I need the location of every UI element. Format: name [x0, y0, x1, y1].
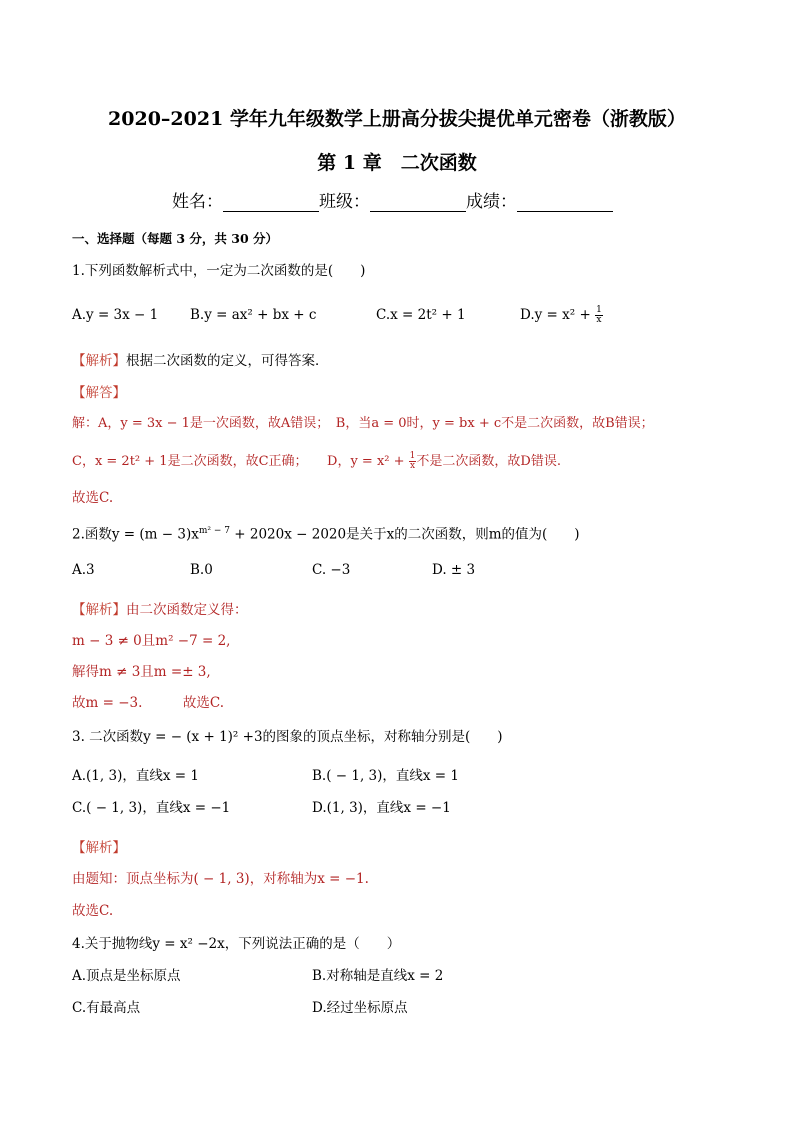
question-1-stem: 1.下列函数解析式中，一定为二次函数的是( )	[72, 263, 366, 279]
q1-answer-tag: 【解答】	[72, 385, 126, 401]
q4-option-a: A.顶点是坐标原点	[72, 968, 181, 984]
q1-sol2-frac-den: x	[409, 461, 416, 471]
q1-option-d	[520, 306, 603, 325]
q1-frac-den: x	[596, 315, 602, 325]
q1-option-d-text: D.y = x² +	[520, 307, 596, 323]
q3-option-a: A.(1, 3)，直线x = 1	[72, 768, 199, 784]
q1-sol2-prefix: C，x = 2t² + 1是二次函数，故C正确； D，y = x² +	[72, 454, 409, 469]
student-info-row	[172, 192, 613, 212]
q3-analysis-text: 由题知：顶点坐标为( − 1, 3)，对称轴为x = −1.	[72, 871, 369, 887]
q3-analysis-tag: 【解析】	[72, 840, 126, 856]
q2-work-line-2: 解得m ≠ 3且m =± 3,	[72, 664, 211, 680]
chapter-title: 第 1 章 二次函数	[317, 152, 477, 174]
q1-option-b: B.y = ax² + bx + c	[190, 307, 317, 323]
q2-analysis-text: 由二次函数定义得：	[126, 602, 248, 618]
q2-stem-suffix: + 2020x − 2020是关于x的二次函数，则m的值为( )	[229, 526, 580, 543]
q2-stem-prefix: 2.函数y = (m − 3)x	[72, 526, 199, 543]
q1-analysis	[72, 352, 329, 370]
exam-title: 2020–2021 学年九年级数学上册高分拔尖提优单元密卷（浙教版）	[108, 108, 686, 130]
q1-sol2-frac-num: 1	[409, 451, 416, 461]
q1-solution-line-2	[72, 452, 561, 471]
q2-option-a: A.3	[72, 562, 95, 578]
q1-analysis-text: 根据二次函数的定义，可得答案．	[126, 353, 329, 369]
q3-option-c: C.( − 1, 3)，直线x = −1	[72, 800, 231, 816]
q4-option-d: D.经过坐标原点	[312, 1000, 408, 1016]
q2-option-d: D. ± 3	[432, 562, 476, 578]
q1-option-a: A.y = 3x − 1	[72, 307, 159, 323]
score-blank[interactable]	[517, 197, 613, 212]
question-3-stem: 3. 二次函数y = − (x + 1)² +3的图象的顶点坐标，对称轴分别是( )	[72, 729, 503, 745]
q1-option-c: C.x = 2t² + 1	[376, 307, 466, 323]
question-2-stem	[72, 522, 580, 544]
q2-analysis	[72, 601, 248, 619]
q1-analysis-tag: 【解析】	[72, 353, 126, 369]
score-label: 成绩：	[466, 192, 517, 212]
q2-option-c: C. −3	[312, 562, 351, 578]
q2-analysis-tag: 【解析】	[72, 602, 126, 618]
class-label: 班级：	[319, 192, 370, 212]
q1-solution-line-1: 解：A，y = 3x − 1是一次函数，故A错误； B，当a = 0时，y = bx + c不是二次函数，故B错误；	[72, 416, 654, 431]
q3-option-b: B.( − 1, 3)，直线x = 1	[312, 768, 459, 784]
q1-sol2-suffix: 不是二次函数，故D错误.	[416, 454, 561, 469]
name-blank[interactable]	[223, 197, 319, 212]
q4-option-c: C.有最高点	[72, 1000, 141, 1016]
q1-frac-num: 1	[596, 305, 602, 315]
q3-choose: 故选C.	[72, 903, 114, 919]
q1-choose: 故选C.	[72, 490, 114, 506]
q2-work-line-1: m − 3 ≠ 0且m² −7 = 2,	[72, 633, 231, 649]
section-heading: 一、选择题（每题 3 分，共 30 分）	[72, 231, 279, 246]
question-4-stem: 4.关于抛物线y = x² −2x，下列说法正确的是（ ）	[72, 936, 401, 952]
class-blank[interactable]	[370, 197, 466, 212]
q2-stem-exponent: m² − 7	[198, 526, 230, 536]
q4-option-b: B.对称轴是直线x = 2	[312, 968, 444, 984]
q3-option-d: D.(1, 3)，直线x = −1	[312, 800, 451, 816]
q1-option-d-fraction	[595, 306, 603, 325]
name-label: 姓名：	[172, 192, 223, 212]
q2-work-line-3: 故m = −3. 故选C.	[72, 695, 225, 711]
q2-option-b: B.0	[190, 562, 213, 578]
